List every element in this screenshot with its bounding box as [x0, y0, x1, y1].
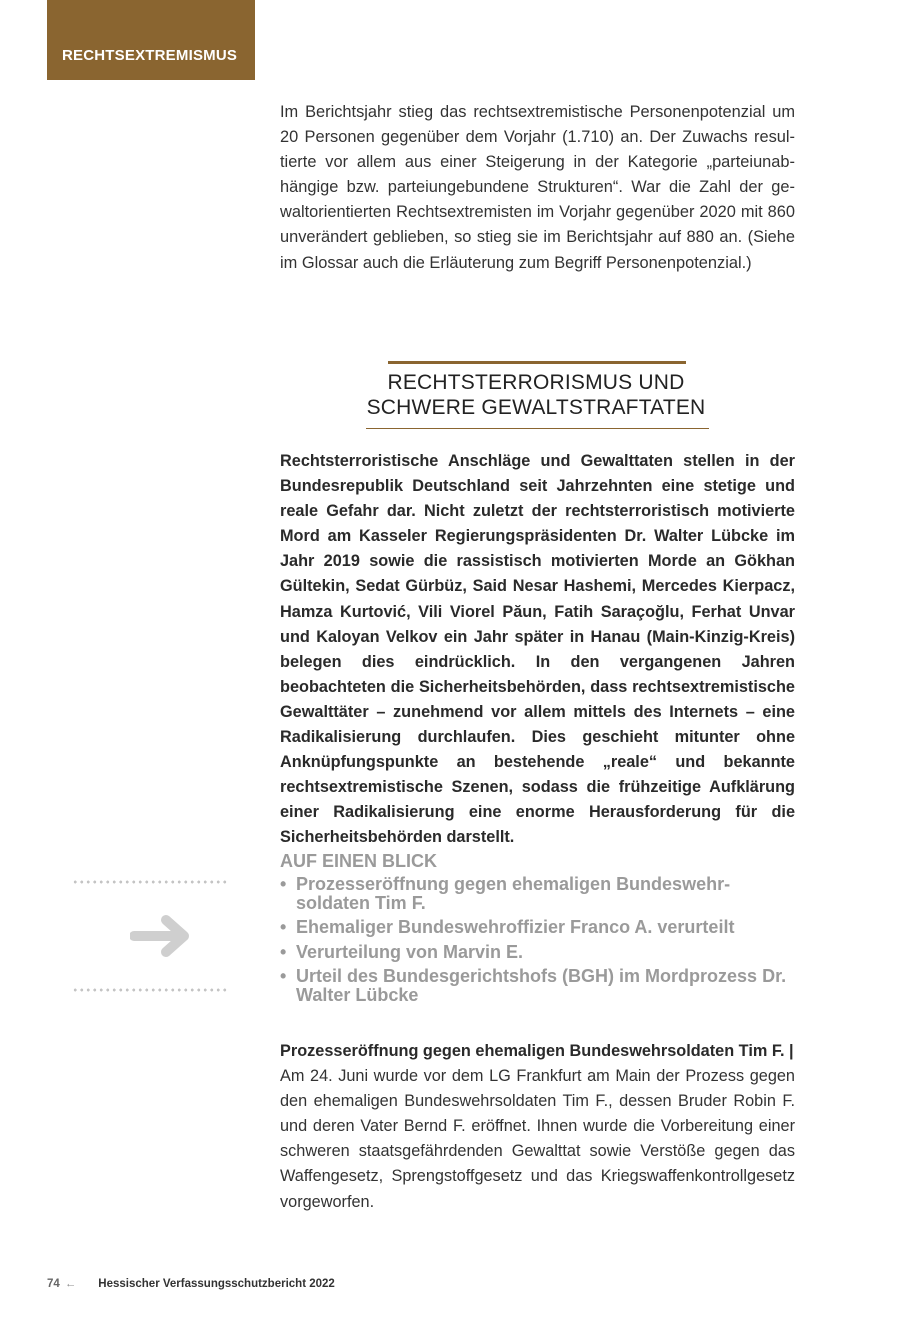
section-tab-label: RECHTSEXTREMISMUS	[62, 47, 238, 64]
bullet-icon: •	[280, 941, 287, 962]
report-title: Hessischer Verfassungsschutzbericht 2022	[98, 1278, 335, 1290]
page-number: 74	[47, 1278, 60, 1290]
back-arrow-icon[interactable]: ←	[64, 1278, 77, 1290]
list-item-text: Ehemaliger Bundeswehroffizier Franco A. verurteilt	[296, 917, 735, 937]
list-item-text: Urteil des Bundesgerichtshofs (BGH) im Mordprozess Dr. Walter Lübcke	[296, 966, 787, 1005]
dotted-divider-bottom	[72, 988, 228, 992]
list-item-text: Prozesseröffnung gegen ehemaligen Bundeswehr-soldaten Tim F.	[296, 874, 731, 913]
bullet-icon: •	[280, 917, 287, 937]
lead-paragraph: Rechtsterroristische Anschläge und Gewalttaten stellen in der Bundesrepublik Deutschland seit Jahrzehnten eine stetige und reale Gefahr dar. Nicht zuletzt der rechtsterroristisch motivierte Mord am Kasseler Regierungspräsidenten Dr. Walter Lübcke im Jahr 2019 sowie die rassistisch motivierten Morde an Gökhan Gültekin, Sedat Gürbüz, Said Nesar Hashemi, Mercedes Kierpacz, Hamza Kurtović, Vili Viorel Păun, Fatih Saraçoğlu, Ferhat Unvar und Kaloyan Velkov ein Jahr später in Hanau (Main-Kinzig-Kreis) belegen dies eindrücklich. In den vergangenen Jahren beobachteten die Sicherheitsbehörden, dass rechtsextremistische Gewalttäter – zunehmend vor allem mittels des Internets – eine Radikalisierung durchlaufen. Dies geschieht mitunter ohne Anknüpfungspunkte an bestehende „reale“ und bekannte rechtsextremistische Szenen, sodass die frühzeitige Aufklärung einer Radikalisierung eine enorme Herausforderung für die Sicherheitsbehörden darstellt.	[280, 452, 795, 847]
dotted-divider-top	[72, 880, 228, 884]
at-a-glance-title: AUF EINEN BLICK	[280, 851, 437, 871]
list-item-text: Verurteilung von Marvin E.	[296, 941, 524, 962]
arrow-right-icon	[130, 910, 196, 962]
at-a-glance-box	[280, 850, 800, 1010]
article-section	[280, 1039, 795, 1215]
bullet-icon: •	[280, 874, 287, 894]
list-item	[280, 918, 800, 937]
article-body: Am 24. Juni wurde vor dem LG Frankfurt am Main der Prozess gegen den ehemaligen Bundeswehrsoldaten Tim F., dessen Bruder Robin F. und deren Vater Bernd F. eröffnet. Ihnen wurde die Vorbereitung einer schweren staatsgefährdenden Gewalttat sowie Verstöße gegen das Waffengesetz, Sprengstoffgesetz und das Kriegswaffenkontrollgesetz vorgeworfen.	[280, 1067, 795, 1211]
section-heading	[330, 370, 742, 420]
heading-rule-top	[388, 361, 686, 364]
list-item	[280, 943, 800, 962]
intro-paragraph: Im Berichtsjahr stieg das rechtsextremistische Personenpotenzial um 20 Personen gegenüber dem Vorjahr (1.710) an. Der Zuwachs resultierte vor allem aus einer Steigerung in der Kategorie „parteiunabhängige bzw. parteiungebundene Strukturen“. War die Zahl der gewaltorientierten Rechtsextremisten im Vorjahr gegenüber 2020 mit 860 unverändert geblieben, so stieg sie im Berichtsjahr auf 880 an. (Siehe im Glossar auch die Erläuterung zum Begriff Personenpotenzial.)	[280, 103, 795, 272]
article-title: Prozesseröffnung gegen ehemaligen Bundeswehrsoldaten Tim F. |	[280, 1042, 794, 1060]
list-item	[280, 875, 800, 912]
section-tab	[47, 0, 255, 80]
heading-line-1: RECHTSTERRORISMUS UND	[387, 371, 685, 394]
page-footer	[47, 1278, 335, 1290]
bullet-icon: •	[280, 966, 287, 986]
heading-rule-bottom	[366, 428, 709, 429]
at-a-glance-list	[280, 875, 800, 1004]
list-item	[280, 967, 800, 1004]
heading-line-2: SCHWERE GEWALTSTRAFTATEN	[366, 396, 706, 419]
